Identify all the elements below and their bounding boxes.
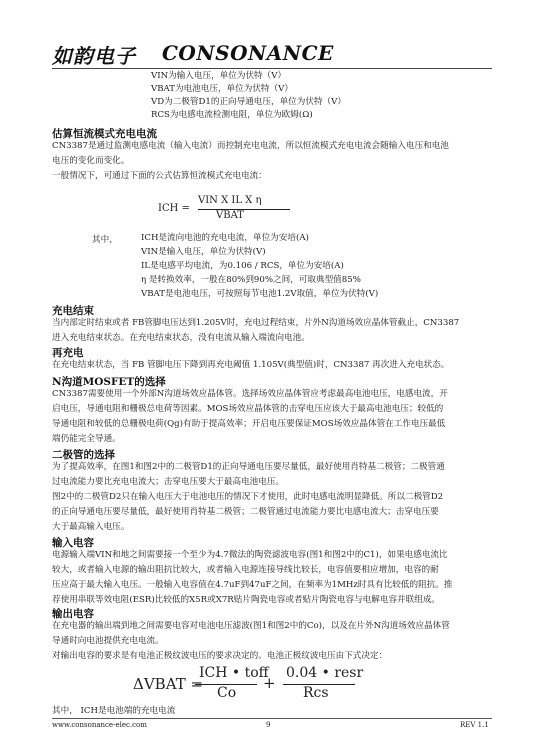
where-line-output: 其中， ICH是电池端的充电电流	[52, 706, 176, 716]
section-body-end	[52, 316, 498, 346]
text-line: 端仍能完全导通。	[52, 434, 121, 444]
text-line: 导通时向电池提供充电电流。	[52, 636, 164, 646]
text-line: CN3387需要使用一个外部N沟道场效应晶体管。选择场效应晶体管应考虑最高电池电压，电感电流，开	[52, 389, 448, 399]
section-body-current	[52, 139, 498, 184]
text-line: 导通电阻和较低的总栅极电荷(Qg)有助于提高效率；开启电压要保证MOS场效应晶体管在工作电压最低	[52, 419, 446, 429]
fraction-bar	[198, 209, 290, 210]
formula-numerator: ICH • toff	[199, 665, 269, 681]
text-line: 对输出电容的要求是有电池正极纹波电压的要求决定的。电池正极纹波电压由下式决定：	[52, 651, 388, 661]
section-title-current: 估算恒流模式充电电流	[52, 128, 157, 140]
formula-numerator: 0.04 • resr	[286, 665, 364, 681]
plus-sign: +	[263, 674, 276, 692]
text-line: 图2中的二极管D2只在输入电压大于电池电压的情况下才使用，此时电感电流明显降低。所以二极管D2	[52, 492, 444, 502]
text-line: CN3387是通过监测电感电流（输入电流）而控制充电电流，所以恒流模式充电电流会随输入电压和电池	[52, 141, 449, 151]
where-label: 其中，	[92, 235, 118, 245]
def-line: η 是转换效率，一般在80%到90%之间，可取典型值85%	[141, 275, 361, 285]
text-line: 进入充电结束状态。在充电结束状态，没有电流从输入端流向电池。	[52, 333, 310, 343]
text-line: 压应高于最大输入电压。一般输入电容值在4.7uF到47uF之间，在频率为1MHz时具有比较低的阻抗。推	[52, 580, 453, 590]
formula-denominator: VBAT	[216, 210, 244, 221]
header-divider	[52, 68, 492, 69]
section-body-recharge	[52, 358, 498, 373]
text-line: 电压的变化而变化。	[52, 156, 130, 166]
company-brand: CONSONANCE	[162, 41, 334, 65]
formula-denominator: Rcs	[303, 685, 329, 701]
variable-definitions-top	[151, 70, 346, 122]
footer-divider	[52, 718, 492, 719]
section-title-diode: 二极管的选择	[52, 449, 115, 461]
text-line: 在充电器的输出端到地之间需要电容对电池电压滤波(图1和图2中的Co)，以及在片外N沟道场效应晶体管	[52, 621, 450, 631]
text-line: 较大，或者输入电源的输出阻抗比较大，或者输入电源连接导线比较长，电容值要相应增加，电容的耐	[52, 565, 439, 575]
page-header	[52, 40, 492, 70]
revision-label: REV 1.1	[460, 721, 489, 729]
def-line: VIN为输入电压，单位为伏特（V）	[151, 71, 287, 81]
def-line: RCS为电感电流检测电阻，单位为欧姆(Ω)	[151, 110, 313, 120]
def-line: ICH是流向电池的充电电流，单位为安培(A)	[141, 233, 309, 243]
page-number: 9	[266, 721, 271, 729]
text-line: 一般情况下，可通过下面的公式估算恒流模式充电电流：	[52, 171, 267, 181]
section-body-mosfet	[52, 387, 498, 447]
section-body-input-capacitor	[52, 548, 498, 608]
text-line: 荐使用串联等效电阻(ESR)比较低的X5R或X7R贴片陶瓷电容或者贴片陶瓷电容与电解电容并联组成。	[52, 595, 441, 605]
text-line: 为了提高效率，在图1和图2中的二极管D1的正向导通电压要尽量低，最好使用肖特基二极管；二极管通	[52, 462, 445, 472]
formula-denominator: Co	[217, 685, 237, 701]
formula-lhs: ΔVBAT =	[133, 675, 204, 693]
section-title-mosfet: N沟道MOSFET的选择	[52, 376, 166, 388]
company-logo-cn: 如韵电子	[52, 44, 136, 68]
section-body-output-capacitor	[52, 619, 498, 664]
formula-numerator: VIN X IL X η	[198, 195, 262, 206]
section-title-end: 充电结束	[52, 305, 94, 317]
formula-variable-definitions	[141, 231, 378, 301]
ripple-voltage-formula	[133, 665, 373, 705]
formula-lhs: ICH =	[158, 203, 190, 214]
def-line: VBAT为电池电压，单位为伏特（V）	[151, 84, 293, 94]
def-line: VBAT是电池电压，可按照每节电池1.2V取值，单位为伏特(V)	[141, 289, 379, 299]
section-title-input-capacitor: 输入电容	[52, 537, 94, 549]
text-line: 在充电结束状态，当 FB 管脚电压下降到再充电阈值 1.105V(典型值)时，CN3387 再次进入充电状态。	[52, 360, 450, 370]
section-title-output-capacitor: 输出电容	[52, 608, 94, 620]
section-body-diode	[52, 460, 498, 535]
text-line: 启电压，导通电阻和栅极总电荷等因素。MOS场效应晶体管的击穿电压应该大于最高电池电压；较低的	[52, 404, 444, 414]
def-line: VD为二极管D1的正向导通电压，单位为伏特（V）	[151, 97, 346, 107]
text-line: 大于最高输入电压。	[52, 522, 130, 532]
footer-url[interactable]: www.consonance-elec.com	[52, 721, 147, 729]
section-title-recharge: 再充电	[52, 347, 84, 359]
def-line: VIN是输入电压，单位为伏特(V)	[141, 247, 266, 257]
text-line: 当内部定时结束或者 FB管脚电压达到1.205V时，充电过程结束，片外N沟道场效应晶体管截止，CN3387	[52, 318, 460, 328]
text-line: 电源输入端VIN和地之间需要接一个至少为4.7微法的陶瓷滤波电容(图1和图2中的C1)，如果电感电流比	[52, 550, 448, 560]
def-line: IL是电感平均电流，为0.106 / RCS，单位为安培(A)	[141, 261, 344, 271]
text-line: 过电流能力要比充电电流大；击穿电压要大于最高电池电压。	[52, 477, 285, 487]
text-line: 的正向导通电压要尽量低，最好使用肖特基二极管；二极管通过电流能力要比电感电流大；击穿电压要	[52, 507, 439, 517]
